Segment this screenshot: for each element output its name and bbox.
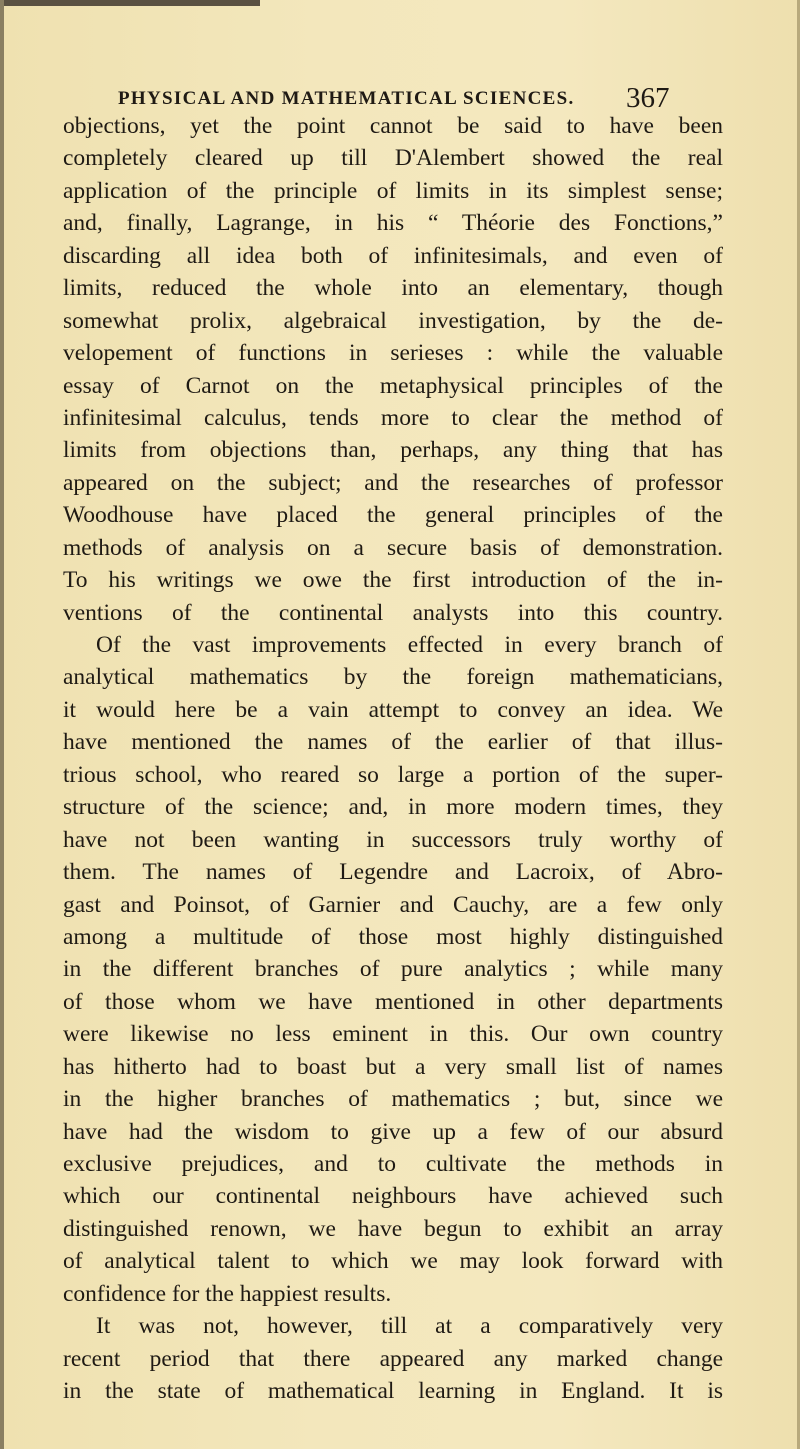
- text-line: Of the vast improvements effected in every branch of: [96, 632, 723, 658]
- text-line: of analytical talent to which we may look forward with: [63, 1248, 723, 1275]
- text-line: gast and Poinsot, of Garnier and Cauchy, are a few only: [63, 891, 723, 918]
- text-line: application of the principle of limits in its simplest sense;: [63, 177, 723, 204]
- text-line: among a multitude of those most highly distinguished: [63, 923, 723, 950]
- text-line: analytical mathematics by the foreign mathematicians,: [63, 664, 723, 691]
- text-line: It was not, however, till at a comparatively very: [96, 1313, 723, 1340]
- text-line: them. The names of Legendre and Lacroix, of Abro-: [63, 859, 723, 886]
- text-line: ventions of the continental analysts into this country.: [63, 599, 723, 626]
- text-line: have mentioned the names of the earlier of that illus-: [63, 729, 723, 756]
- text-line: were likewise no less eminent in this. Our own country: [63, 1021, 723, 1048]
- text-line: essay of Carnot on the metaphysical principles of the: [63, 372, 723, 399]
- text-line: discarding all idea both of infinitesimals, and even of: [63, 242, 723, 269]
- text-line: in the higher branches of mathematics ; but, since we: [63, 1086, 723, 1113]
- page-top-edge: [0, 0, 260, 6]
- text-line: it would here be a vain attempt to convey an idea. We: [63, 696, 723, 723]
- text-line: To his writings we owe the first introduction of the in-: [63, 567, 723, 594]
- text-line: trious school, who reared so large a portion of the super-: [63, 761, 723, 788]
- text-line: completely cleared up till D'Alembert showed the real: [63, 145, 723, 172]
- text-line: has hitherto had to boast but a very small list of names: [63, 1053, 723, 1080]
- text-line: in the state of mathematical learning in England. It is: [63, 1378, 723, 1405]
- text-line: distinguished renown, we have begun to exhibit an array: [63, 1215, 723, 1242]
- page-number: 367: [626, 82, 670, 114]
- body-text: [63, 110, 723, 1408]
- text-line: have had the wisdom to give up a few of our absurd: [63, 1118, 723, 1145]
- text-line: objections, yet the point cannot be said to have been: [63, 113, 723, 139]
- text-line: in the different branches of pure analytics ; while many: [63, 956, 723, 983]
- text-line: recent period that there appeared any marked change: [63, 1345, 723, 1372]
- text-line: velopement of functions in serieses : while the valuable: [63, 340, 723, 367]
- text-line: exclusive prejudices, and to cultivate the methods in: [63, 1151, 723, 1177]
- text-line: methods of analysis on a secure basis of demonstration.: [63, 534, 723, 561]
- text-line: somewhat prolix, algebraical investigation, by the de-: [63, 307, 723, 334]
- text-line: infinitesimal calculus, tends more to clear the method of: [63, 404, 723, 431]
- running-head-title: PHYSICAL AND MATHEMATICAL SCIENCES.: [118, 88, 575, 109]
- text-line: limits from objections than, perhaps, any thing that has: [63, 437, 723, 464]
- text-line: Woodhouse have placed the general principles of the: [63, 502, 723, 529]
- text-line: have not been wanting in successors truly worthy of: [63, 826, 723, 853]
- text-line: and, finally, Lagrange, in his “ Théorie des Fonctions,”: [63, 210, 723, 237]
- text-line: which our continental neighbours have achieved such: [63, 1183, 723, 1210]
- text-line: structure of the science; and, in more modern times, they: [63, 794, 723, 821]
- text-line: of those whom we have mentioned in other departments: [63, 988, 723, 1015]
- text-line: confidence for the happiest results.: [63, 1280, 392, 1307]
- page-left-edge: [0, 0, 4, 1449]
- text-line: limits, reduced the whole into an elementary, though: [63, 275, 723, 302]
- text-line: appeared on the subject; and the researches of professor: [63, 469, 723, 496]
